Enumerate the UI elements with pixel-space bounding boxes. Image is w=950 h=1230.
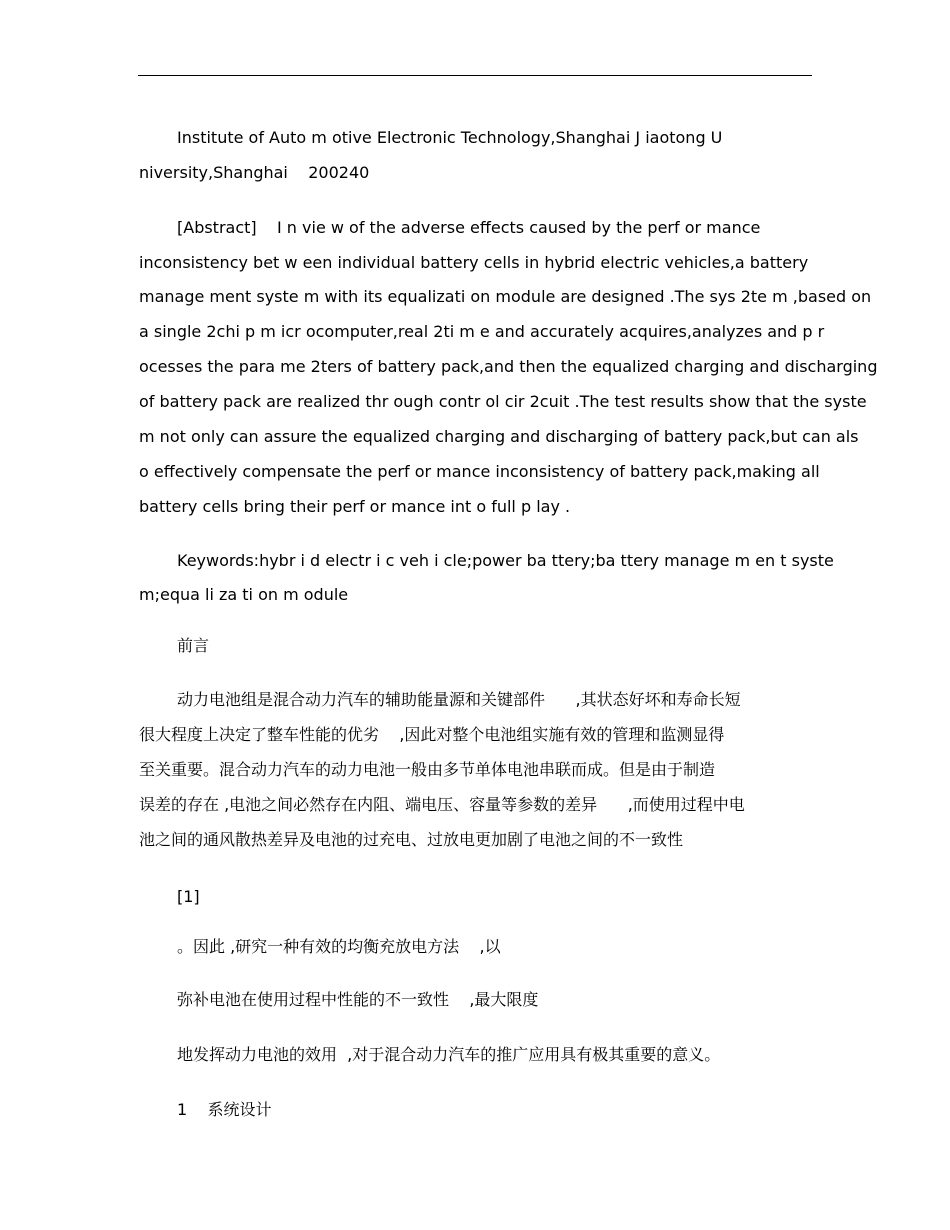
preface-continuation-3: 地发挥动力电池的效用 ,对于混合动力汽车的推广应用具有极其重要的意义。 bbox=[177, 1045, 721, 1064]
citation-marker: [1] bbox=[177, 887, 200, 906]
preface-heading: 前言 bbox=[177, 636, 210, 655]
affiliation-line-2: niversity,Shanghai 200240 bbox=[139, 163, 370, 182]
preface-continuation-1: 。因此 ,研究一种有效的均衡充放电方法 ,以 bbox=[177, 937, 501, 956]
header-rule bbox=[138, 75, 812, 76]
preface-line-3: 至关重要。混合动力汽车的动力电池一般由多节单体电池串联而成。但是由于制造 bbox=[139, 760, 716, 779]
preface-line-4: 误差的存在 ,电池之间必然存在内阻、端电压、容量等参数的差异 ,而使用过程中电 bbox=[139, 795, 745, 814]
affiliation-line-1: Institute of Auto m otive Electronic Technology,Shanghai J iaotong U bbox=[177, 128, 723, 147]
abstract-line-1: [Abstract] I n vie w of the adverse effects caused by the perf or mance bbox=[177, 218, 761, 237]
abstract-line-6: of battery pack are realized thr ough contr ol cir 2cuit .The test results show that the syste bbox=[139, 392, 867, 411]
keywords-line-1: Keywords:hybr i d electr i c veh i cle;power ba ttery;ba ttery manage m en t syste bbox=[177, 551, 834, 570]
preface-line-2: 很大程度上决定了整车性能的优劣 ,因此对整个电池组实施有效的管理和监测显得 bbox=[139, 725, 725, 744]
abstract-line-3: manage ment syste m with its equalizati on module are designed .The sys 2te m ,based on bbox=[139, 287, 872, 306]
preface-line-5: 池之间的通风散热差异及电池的过充电、过放电更加剧了电池之间的不一致性 bbox=[139, 830, 684, 849]
abstract-line-8: o effectively compensate the perf or mance inconsistency of battery pack,making all bbox=[139, 462, 820, 481]
abstract-line-4: a single 2chi p m icr ocomputer,real 2ti m e and accurately acquires,analyzes and p r bbox=[139, 322, 825, 341]
keywords-line-2: m;equa li za ti on m odule bbox=[139, 585, 349, 604]
section-heading-system-design: 1 系统设计 bbox=[177, 1100, 272, 1119]
preface-line-1: 动力电池组是混合动力汽车的辅助能量源和关键部件 ,其状态好坏和寿命长短 bbox=[177, 690, 741, 709]
abstract-line-7: m not only can assure the equalized charging and discharging of battery pack,but can als bbox=[139, 427, 859, 446]
abstract-line-2: inconsistency bet w een individual battery cells in hybrid electric vehicles,a battery bbox=[139, 253, 809, 272]
abstract-line-9: battery cells bring their perf or mance int o full p lay . bbox=[139, 497, 571, 516]
abstract-line-5: ocesses the para me 2ters of battery pack,and then the equalized charging and discharging bbox=[139, 357, 878, 376]
preface-continuation-2: 弥补电池在使用过程中性能的不一致性 ,最大限度 bbox=[177, 990, 539, 1009]
